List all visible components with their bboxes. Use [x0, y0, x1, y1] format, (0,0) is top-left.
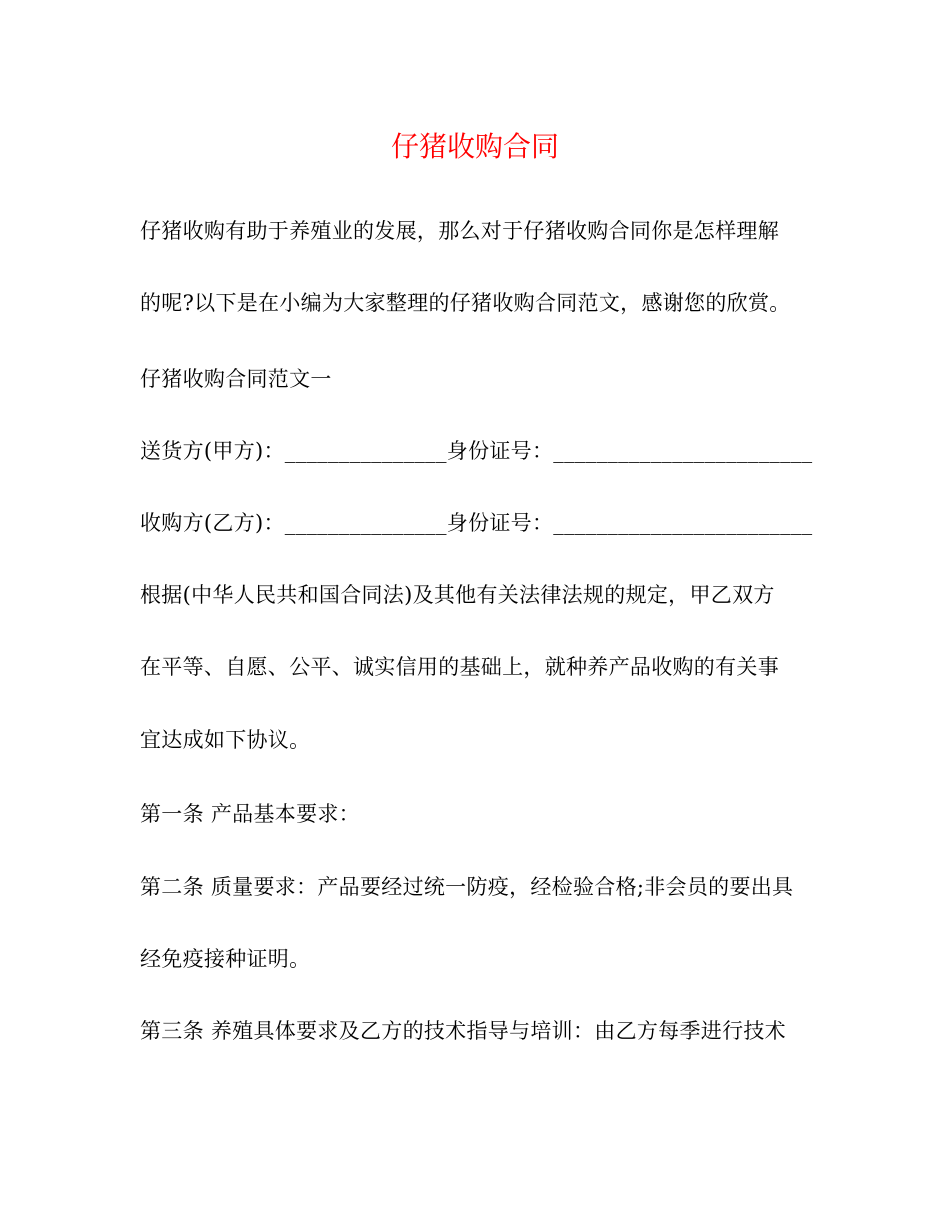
preamble-line-1: 根据(中华人民共和国合同法)及其他有关法律法规的规定，甲乙双方	[140, 583, 775, 607]
party-b-line: 收购方(乙方)：_______________身份证号：________________________	[140, 511, 813, 535]
intro-line-2: 的呢?以下是在小编为大家整理的仔猪收购合同范文，感谢您的欣赏。	[140, 291, 791, 315]
article-2-line-1: 第二条 质量要求：产品要经过统一防疫，经检验合格;非会员的要出具	[140, 875, 794, 899]
article-3-line-1: 第三条 养殖具体要求及乙方的技术指导与培训：由乙方每季进行技术	[140, 1019, 786, 1043]
intro-line-1: 仔猪收购有助于养殖业的发展，那么对于仔猪收购合同你是怎样理解	[140, 219, 779, 243]
article-1: 第一条 产品基本要求：	[140, 802, 360, 826]
article-2-line-2: 经免疫接种证明。	[140, 947, 311, 971]
preamble-line-2: 在平等、自愿、公平、诚实信用的基础上，就种养产品收购的有关事	[140, 655, 779, 679]
preamble-line-3: 宜达成如下协议。	[140, 728, 311, 752]
section-heading: 仔猪收购合同范文一	[140, 367, 332, 391]
party-a-line: 送货方(甲方)：_______________身份证号：________________________	[140, 439, 813, 463]
document-title: 仔猪收购合同	[390, 130, 559, 163]
